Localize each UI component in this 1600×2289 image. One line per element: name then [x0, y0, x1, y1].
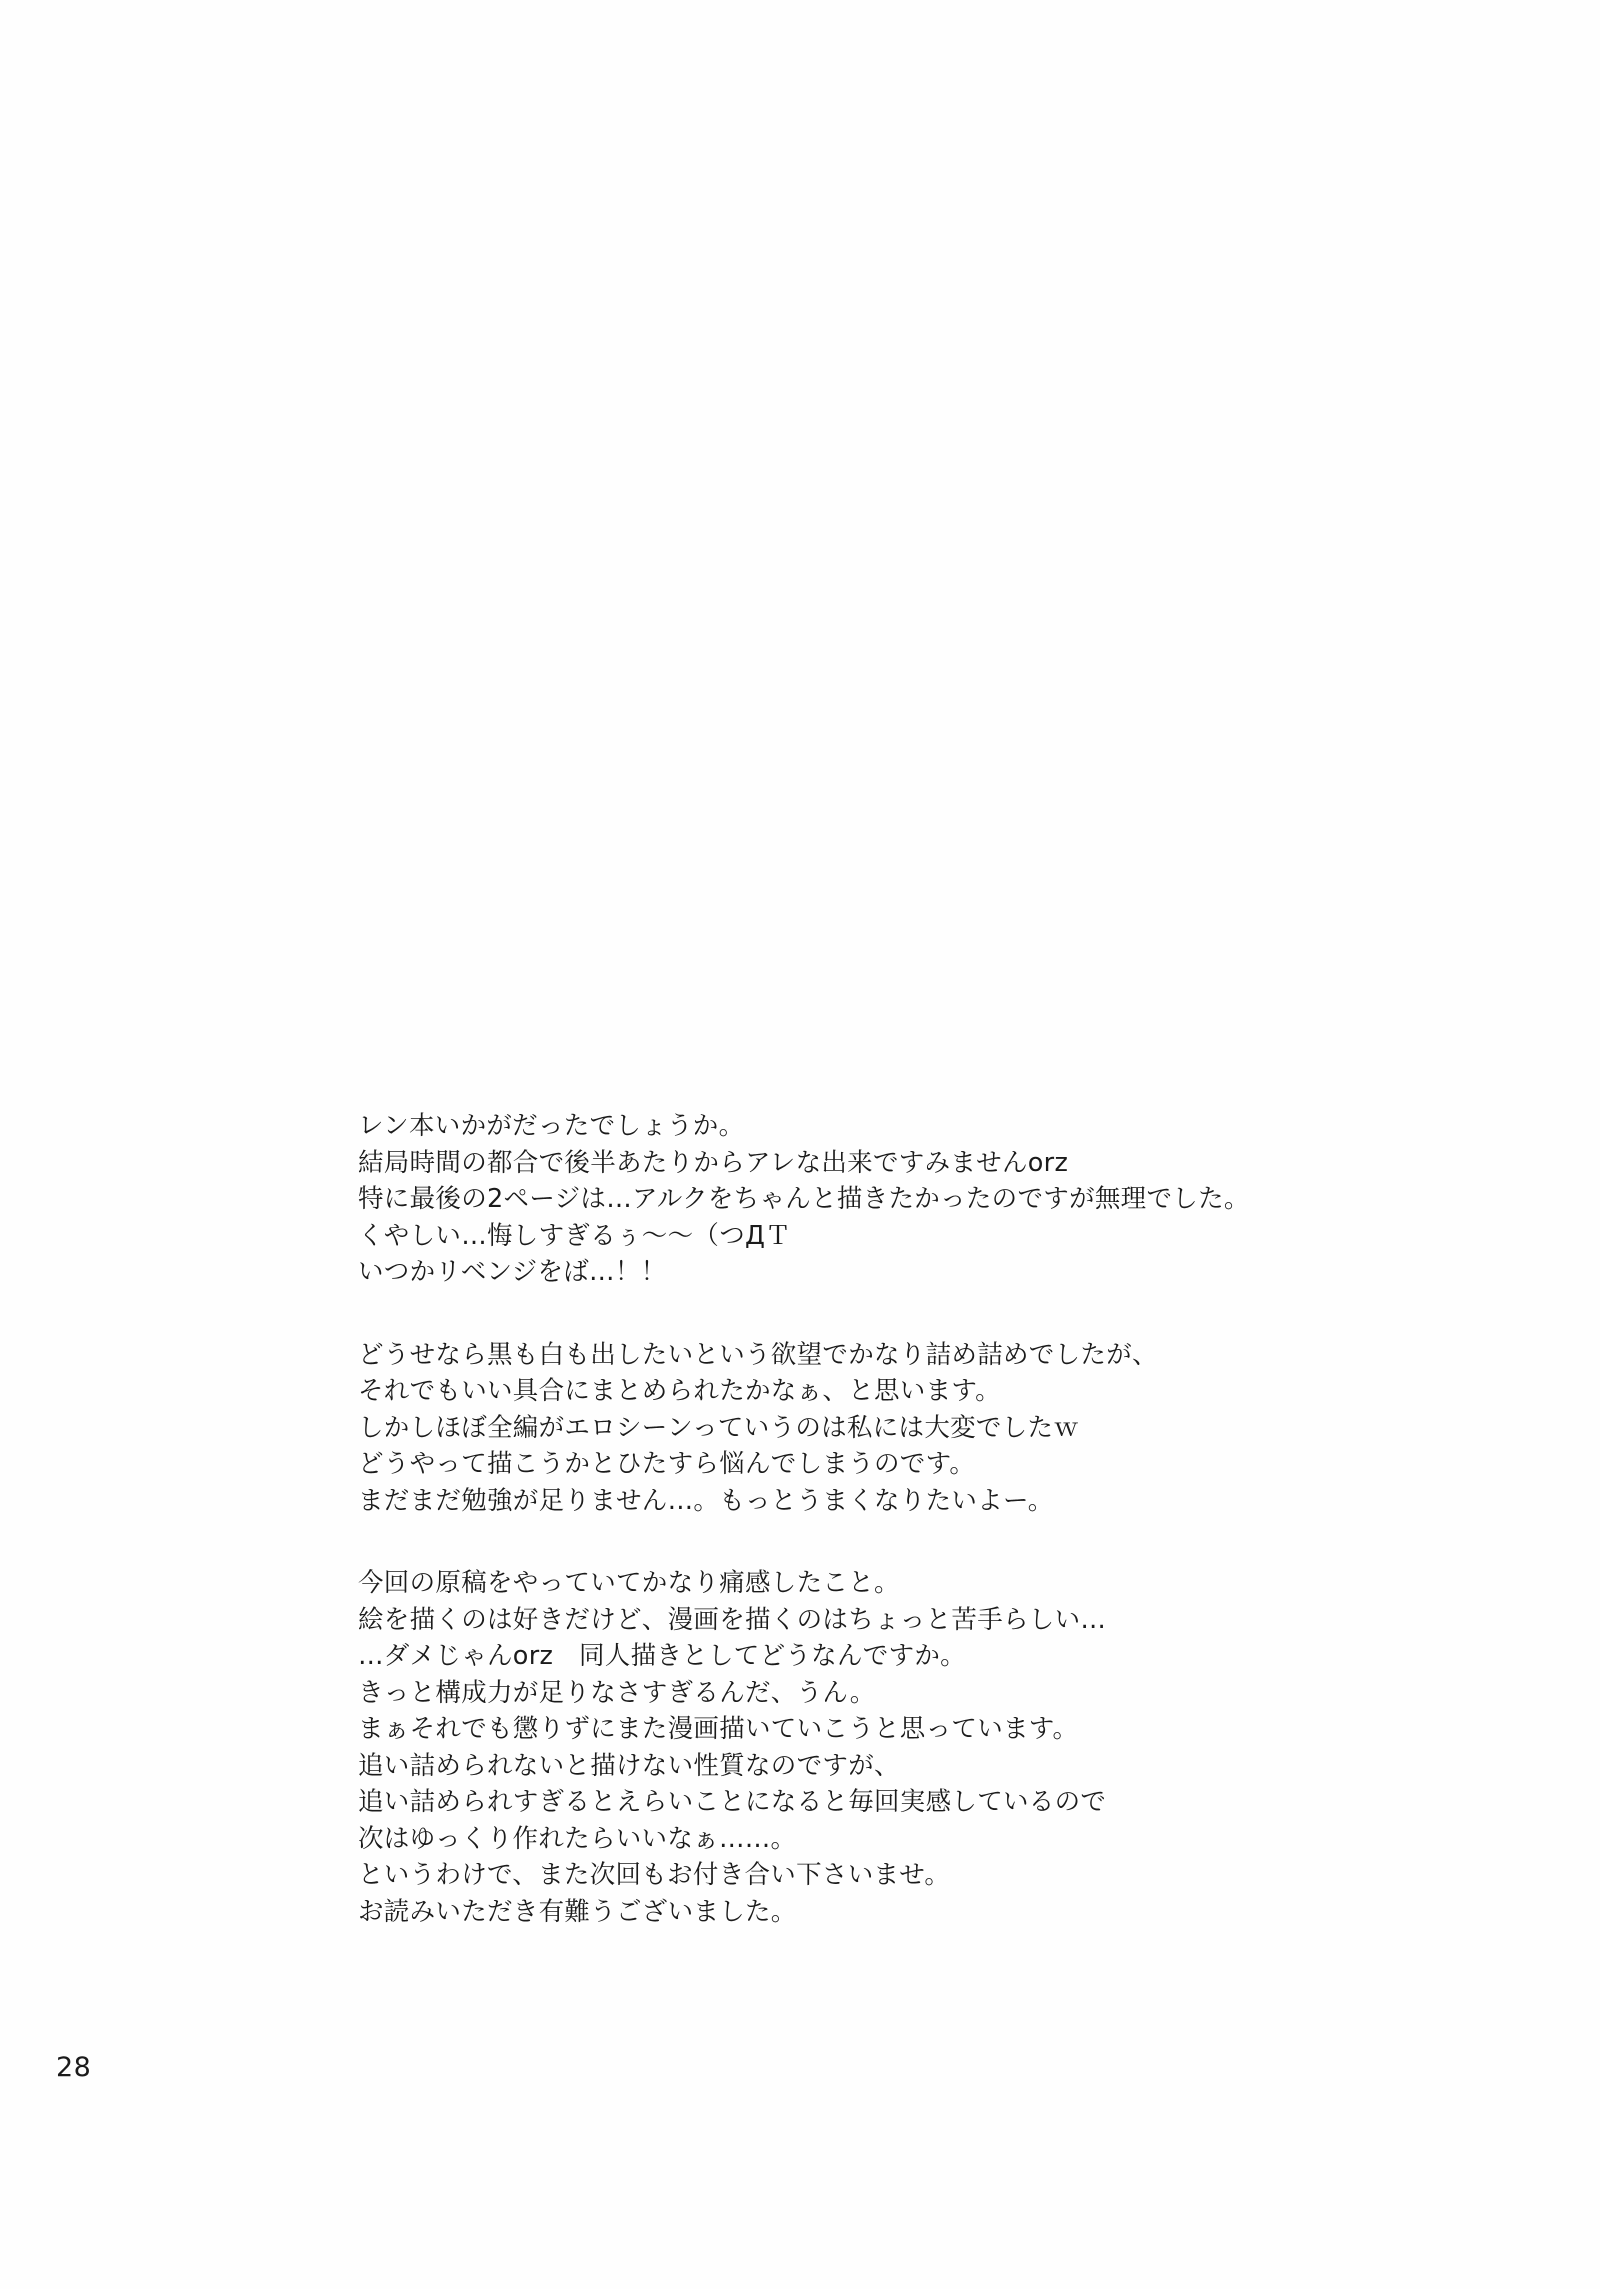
afterword-paragraph [358, 1108, 1398, 1291]
afterword-line: まぁそれでも懲りずにまた漫画描いていこうと思っています。 [358, 1714, 1079, 1744]
afterword-line: 特に最後の2ページは…アルクをちゃんと描きたかったのですが無理でした。 [358, 1184, 1250, 1214]
afterword-text-block [358, 1108, 1398, 1930]
afterword-line: というわけで、また次回もお付き合い下さいませ。 [358, 1860, 951, 1890]
afterword-line: きっと構成力が足りなさすぎるんだ、うん。 [358, 1677, 876, 1708]
afterword-line: 今回の原稿をやっていてかなり痛感したこと。 [358, 1568, 900, 1598]
afterword-line: 追い詰められないと描けない性質なのですが、 [358, 1750, 900, 1781]
afterword-line: 次はゆっくり作れたらいいなぁ……。 [358, 1823, 797, 1854]
afterword-line: どうせなら黒も白も出したいという欲望でかなり詰め詰めでしたが、 [358, 1339, 1158, 1370]
afterword-line: レン本いかがだったでしょうか。 [358, 1111, 745, 1141]
afterword-line: 結局時間の都合で後半あたりからアレな出来ですみませんorz [358, 1147, 1069, 1178]
afterword-line: しかしほぼ全編がエロシーンっていうのは私には大変でしたｗ [358, 1412, 1080, 1443]
afterword-paragraph [358, 1337, 1398, 1520]
afterword-line: …ダメじゃんorz 同人描きとしてどうなんですか。 [358, 1641, 966, 1671]
afterword-line: くやしい…悔しすぎるぅ～～（つДＴ [358, 1220, 792, 1251]
afterword-line: それでもいい具合にまとめられたかなぁ、と思います。 [358, 1376, 1001, 1406]
afterword-line: まだまだ勉強が足りません…。もっとうまくなりたいよー。 [358, 1485, 1054, 1516]
afterword-line: お読みいただき有難うございました。 [358, 1896, 797, 1927]
afterword-paragraph [358, 1565, 1398, 1930]
afterword-line: 追い詰められすぎるとえらいことになると毎回実感しているので [358, 1787, 1107, 1817]
page-number: 28 [56, 2052, 92, 2083]
afterword-line: どうやって描こうかとひたすら悩んでしまうのです。 [358, 1449, 976, 1479]
afterword-line: 絵を描くのは好きだけど、漫画を描くのはちょっと苦手らしい… [358, 1604, 1107, 1635]
afterword-line: いつかリベンジをば…！！ [358, 1257, 667, 1287]
